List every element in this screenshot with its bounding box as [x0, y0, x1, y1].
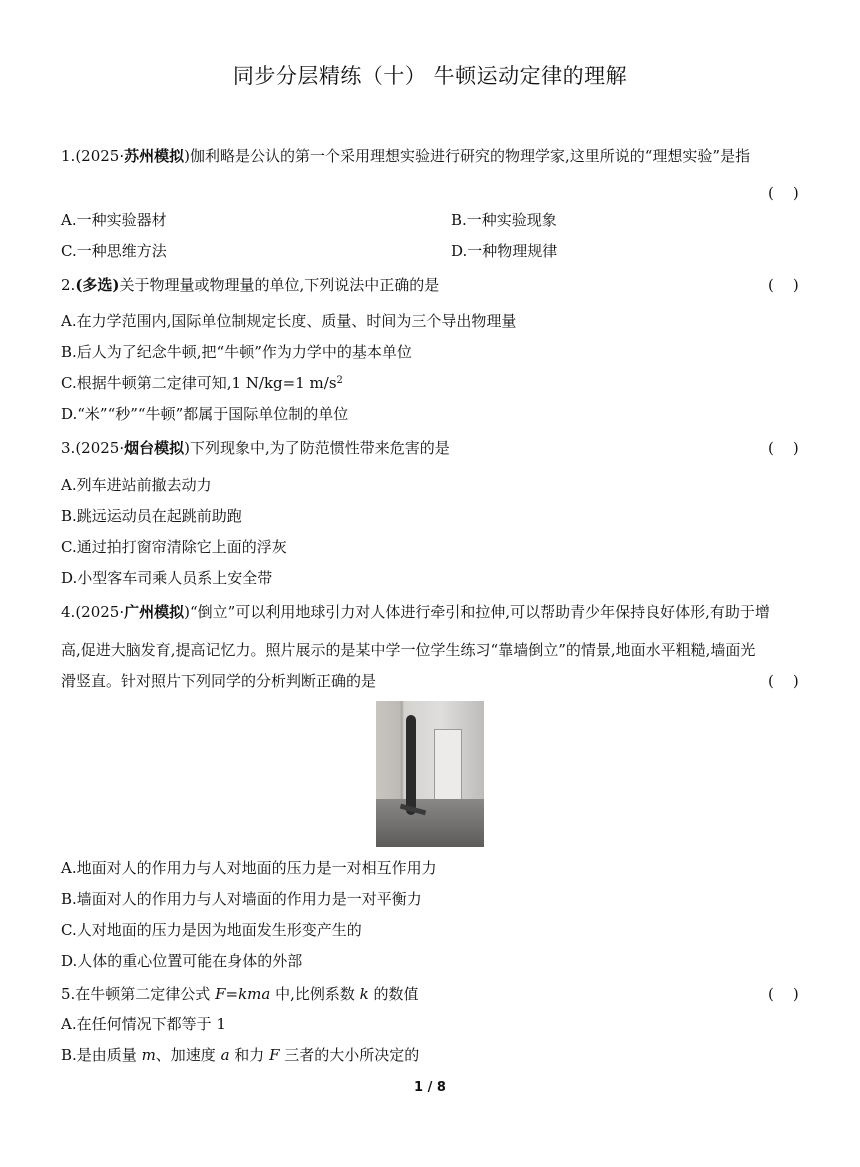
- option-text: B.是由质量: [61, 1046, 142, 1064]
- source-label: 烟台模拟: [124, 439, 185, 457]
- source-open: (2025·: [75, 147, 125, 165]
- var-k: k: [359, 985, 369, 1003]
- person-silhouette: [406, 715, 416, 815]
- source-open: (2025·: [75, 603, 125, 621]
- q5-option-a: A.在任何情况下都等于 1: [61, 1015, 226, 1033]
- q2-option-d: D.“米”“秒”“牛顿”都属于国际单位制的单位: [61, 405, 349, 423]
- stem-text: 下列现象中,为了防范惯性带来危害的是: [189, 439, 450, 457]
- door-shape: [434, 729, 462, 803]
- question-2-stem: [61, 275, 439, 295]
- q1-option-a: A.一种实验器材: [61, 211, 167, 229]
- stem-text: 伽利略是公认的第一个采用理想实验进行研究的物理学家,这里所说的“理想实验”是指: [189, 147, 751, 165]
- source-open: (2025·: [75, 439, 125, 457]
- stem-text: 中,比例系数: [270, 985, 360, 1003]
- question-number: 1.: [61, 147, 76, 165]
- q4-option-a: A.地面对人的作用力与人对地面的压力是一对相互作用力: [61, 859, 437, 877]
- q2-option-a: A.在力学范围内,国际单位制规定长度、质量、时间为三个导出物理量: [61, 312, 517, 330]
- q3-option-a: A.列车进站前撤去动力: [61, 476, 212, 494]
- floor-shape: [376, 799, 484, 847]
- q3-option-d: D.小型客车司乘人员系上安全带: [61, 569, 273, 587]
- question-4-stem: [61, 602, 770, 622]
- question-1-stem: [61, 146, 750, 166]
- option-text: C.根据牛顿第二定律可知,1 N/kg=1 m/s: [61, 374, 337, 392]
- source-close: ): [184, 147, 190, 165]
- var-kma: kma: [238, 985, 271, 1003]
- q3-option-c: C.通过拍打窗帘清除它上面的浮灰: [61, 538, 287, 556]
- answer-blank-1: ( ): [768, 184, 799, 202]
- q4-option-c: C.人对地面的压力是因为地面发生形变产生的: [61, 921, 362, 939]
- handstand-photo: [376, 701, 484, 847]
- stem-text: 5.在牛顿第二定律公式: [61, 985, 216, 1003]
- option-text: 三者的大小所决定的: [279, 1046, 420, 1064]
- source-label: 广州模拟: [124, 603, 185, 621]
- var-a: a: [220, 1046, 230, 1064]
- page-number: 1 / 8: [414, 1080, 446, 1095]
- multi-select-tag: (多选): [75, 276, 120, 294]
- question-3-stem: [61, 438, 450, 458]
- stem-text: “倒立”可以利用地球引力对人体进行牵引和拉伸,可以帮助青少年保持良好体形,有助于增: [189, 603, 770, 621]
- answer-blank-2: ( ): [768, 276, 799, 294]
- equals-sign: =: [225, 985, 239, 1003]
- answer-blank-3: ( ): [768, 439, 799, 457]
- option-text: 和力: [229, 1046, 270, 1064]
- superscript: 2: [336, 375, 343, 386]
- source-close: ): [184, 603, 190, 621]
- answer-blank-4: ( ): [768, 672, 799, 690]
- q2-option-b: B.后人为了纪念牛顿,把“牛顿”作为力学中的基本单位: [61, 343, 412, 361]
- question-number: 2.: [61, 276, 76, 294]
- question-4-stem-line-2: 高,促进大脑发育,提高记忆力。照片展示的是某中学一位学生练习“靠墙倒立”的情景,地面水平粗糙,墙面光: [61, 641, 756, 659]
- source-label: 苏州模拟: [124, 147, 185, 165]
- answer-blank-5: ( ): [768, 985, 799, 1003]
- option-text: 、加速度: [155, 1046, 221, 1064]
- var-m: m: [141, 1046, 156, 1064]
- stem-text: 的数值: [368, 985, 419, 1003]
- q3-option-b: B.跳远运动员在起跳前助跑: [61, 507, 242, 525]
- var-F: F: [269, 1046, 280, 1064]
- question-4-stem-line-3: 滑竖直。针对照片下列同学的分析判断正确的是: [61, 672, 377, 690]
- question-number: 3.: [61, 439, 76, 457]
- question-number: 4.: [61, 603, 76, 621]
- q1-option-b: B.一种实验现象: [451, 211, 557, 229]
- page-title: 同步分层精练（十） 牛顿运动定律的理解: [232, 64, 628, 88]
- stem-text: 关于物理量或物理量的单位,下列说法中正确的是: [119, 276, 440, 294]
- q2-option-c: [61, 373, 343, 393]
- q4-option-d: D.人体的重心位置可能在身体的外部: [61, 952, 303, 970]
- source-close: ): [184, 439, 190, 457]
- q4-option-b: B.墙面对人的作用力与人对墙面的作用力是一对平衡力: [61, 890, 422, 908]
- q1-option-d: D.一种物理规律: [451, 242, 558, 260]
- q5-option-b: [61, 1045, 419, 1065]
- q1-option-c: C.一种思维方法: [61, 242, 167, 260]
- var-F: F: [215, 985, 226, 1003]
- question-5-stem: [61, 984, 419, 1004]
